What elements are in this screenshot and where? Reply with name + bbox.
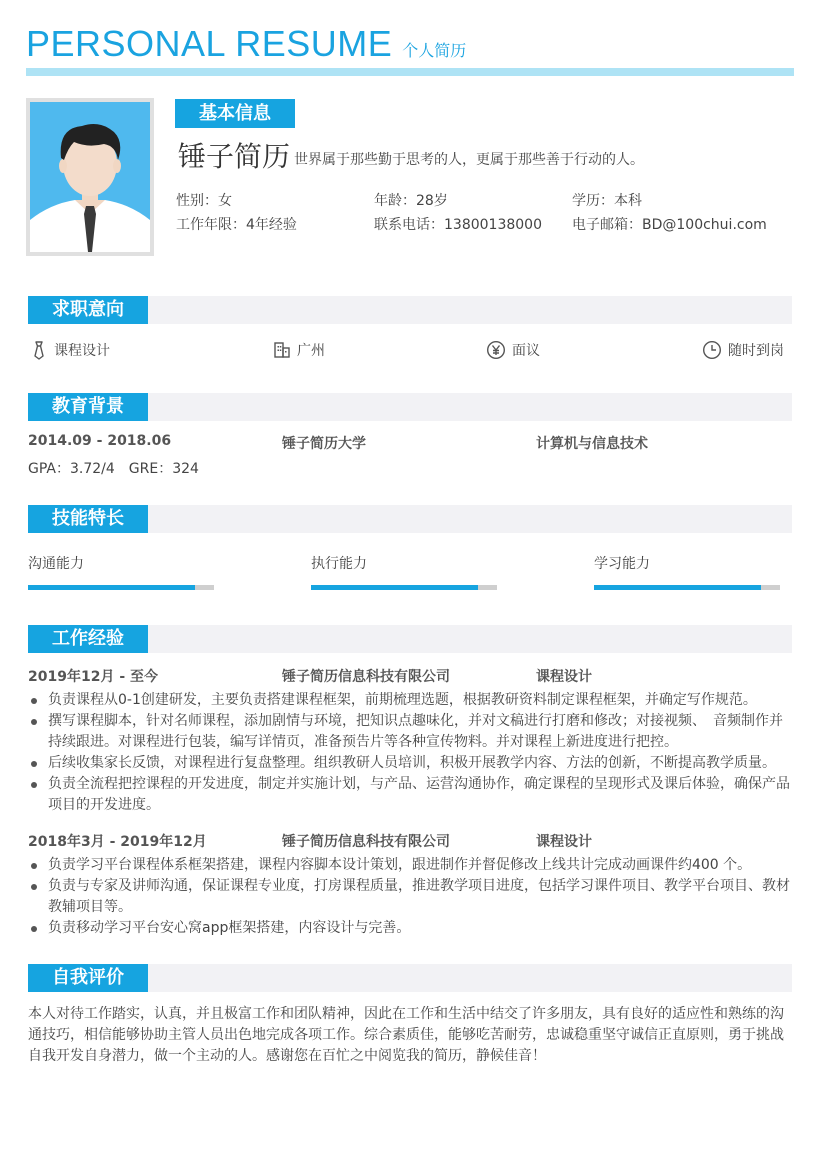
header-title-row: [26, 24, 794, 64]
header-subtitle: 个人简历: [402, 41, 467, 60]
list-item: 后续收集家长反馈，对课程进行复盘整理。组织教研人员培训，积极开展教学内容、方法的创新，不断提高教学质量。: [28, 753, 794, 774]
job-company: 锤子简历信息科技有限公司: [282, 834, 450, 850]
yen-icon: [486, 340, 506, 360]
section-header-intent: [28, 296, 792, 324]
section-header-self-eval: [28, 964, 792, 992]
job-role: 课程设计: [536, 669, 592, 685]
info-email: 电子邮箱：BD@100chui.com: [572, 217, 767, 233]
job-duties-list: [28, 690, 794, 816]
profile-photo: [26, 98, 154, 256]
section-tag-basic-info: 基本信息: [175, 99, 295, 128]
candidate-motto: 世界属于那些勤于思考的人，更属于那些善于行动的人。: [294, 152, 645, 168]
education-scores: GPA：3.72/4 GRE：324: [28, 461, 199, 477]
list-item: 撰写课程脚本，针对名师课程，添加剧情与环境，把知识点趣味化，并对文稿进行打磨和修改；对接视频、 音频制作并持续跟进。对课程进行包装，编写详情页，准备预告片等各种宣传物料。并对课程上新进度进行把控。: [28, 711, 794, 753]
job-period: 2019年12月 - 至今: [28, 669, 159, 685]
list-item: 负责学习平台课程体系框架搭建，课程内容脚本设计策划，跟进制作并督促修改上线共计完成动画课件约400 个。: [28, 855, 794, 876]
skill-progress-fill: [28, 585, 195, 590]
building-icon: [273, 341, 291, 359]
self-evaluation-text: 本人对待工作踏实，认真，并且极富工作和团队精神，因此在工作和生活中结交了许多朋友，具有良好的适应性和熟练的沟通技巧，相信能够协助主管人员出色地完成各项工作。综合素质佳，能够吃苦耐劳，忠诚稳重坚守诚信正直原则，勇于挑战自我开发自身潜力，做一个主动的人。感谢您在百忙之中阅览我的简历，静候佳音！: [28, 1006, 784, 1064]
header-title: PERSONAL RESUME: [26, 23, 393, 64]
info-experience: 工作年限：4年经验: [176, 217, 297, 233]
skill-progress-fill: [311, 585, 478, 590]
job-role: 课程设计: [536, 834, 592, 850]
list-item: 负责移动学习平台安心窝app框架搭建，内容设计与完善。: [28, 918, 794, 939]
intent-row: [28, 340, 788, 364]
basic-info-grid: [176, 192, 796, 234]
job-header: [28, 831, 788, 851]
info-age: 年龄：28岁: [374, 193, 448, 209]
section-header-work: [28, 625, 792, 653]
intent-position: [30, 340, 110, 360]
tie-icon: [30, 340, 48, 360]
section-tag-work: 工作经验: [28, 625, 148, 653]
list-item: 负责与专家及讲师沟通，保证课程专业度，打房课程质量，推进教学项目进度，包括学习课件项目、教学平台项目、教材教辅项目等。: [28, 876, 794, 918]
candidate-name: 锤子简历: [178, 140, 291, 173]
job-period: 2018年3月 - 2019年12月: [28, 834, 207, 850]
section-header-skills: [28, 505, 792, 533]
job-duties-list: [28, 855, 794, 939]
skill-progress-track: [28, 585, 214, 590]
skill-label: 沟通能力: [28, 556, 84, 572]
intent-position-label: 课程设计: [54, 343, 110, 359]
info-phone: 联系电话：13800138000: [374, 217, 542, 233]
skill-progress-track: [311, 585, 497, 590]
section-tag-intent: 求职意向: [28, 296, 148, 324]
clock-icon: [702, 340, 722, 360]
intent-city-label: 广州: [297, 343, 325, 359]
resume-header: [26, 24, 794, 64]
avatar: [30, 102, 150, 252]
intent-availability: [702, 340, 784, 360]
header-divider: [26, 68, 794, 76]
intent-availability-label: 随时到岗: [728, 343, 784, 359]
skill-progress-track: [594, 585, 780, 590]
intent-salary-label: 面议: [512, 343, 540, 359]
section-header-education: [28, 393, 792, 421]
list-item: 负责全流程把控课程的开发进度，制定并实施计划，与产品、运营沟通协作，确定课程的呈现形式及课后体验，确保产品项目的开发进度。: [28, 774, 794, 816]
skill-label: 学习能力: [594, 556, 650, 572]
name-line: [178, 138, 644, 176]
education-school: 锤子简历大学: [282, 436, 366, 452]
skill-item: [311, 555, 497, 573]
education-period: 2014.09 - 2018.06: [28, 433, 172, 449]
skill-item: [594, 555, 780, 573]
section-tag-self-eval: 自我评价: [28, 964, 148, 992]
section-tag-skills: 技能特长: [28, 505, 148, 533]
info-degree: 学历：本科: [572, 193, 642, 209]
list-item: 负责课程从0-1创建研发，主要负责搭建课程框架，前期梳理选题，根据教研资料制定课程框架，并确定写作规范。: [28, 690, 794, 711]
job-company: 锤子简历信息科技有限公司: [282, 669, 450, 685]
intent-salary: [486, 340, 540, 360]
avatar-illustration-icon: [30, 102, 150, 252]
section-tag-education: 教育背景: [28, 393, 148, 421]
skill-label: 执行能力: [311, 556, 367, 572]
intent-city: [273, 340, 325, 360]
skill-item: [28, 555, 214, 573]
info-gender: 性别：女: [176, 193, 232, 209]
skill-progress-fill: [594, 585, 761, 590]
education-major: 计算机与信息技术: [536, 436, 648, 452]
job-header: [28, 666, 788, 686]
